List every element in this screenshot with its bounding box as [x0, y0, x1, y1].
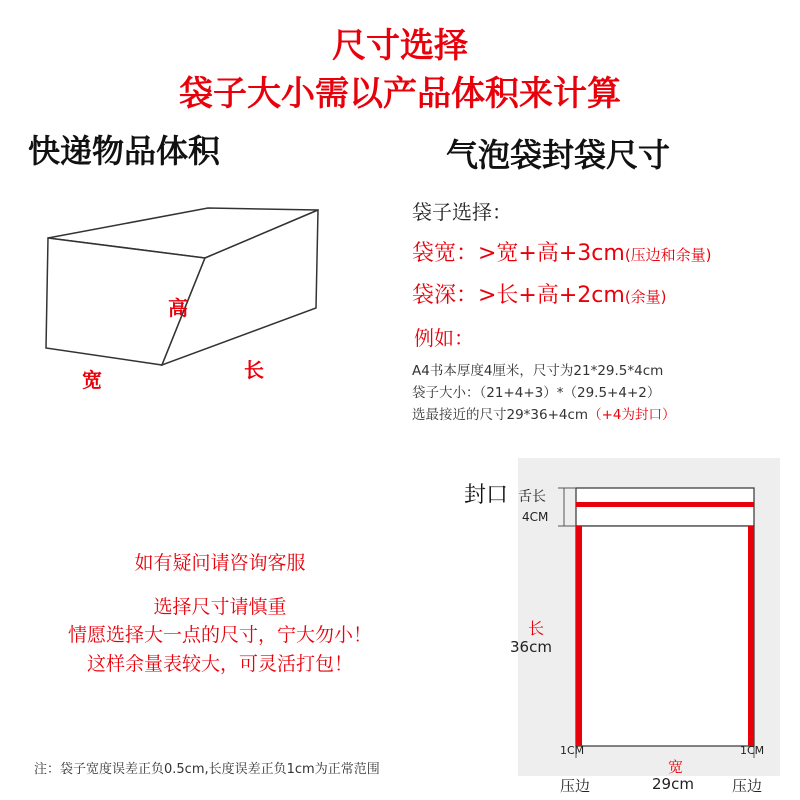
length-label: 长 — [528, 619, 545, 638]
notice-line-3: 情愿选择大一点的尺寸，宁大勿小！ — [67, 624, 372, 646]
width-value: 29cm — [652, 775, 694, 793]
notice-line-1: 如有疑问请咨询客服 — [134, 552, 306, 574]
rule-width — [412, 236, 712, 267]
footer-note: 注：袋子宽度误差正负0.5cm,长度误差正负1cm为正常范围 — [34, 762, 380, 777]
bag-select-label: 袋子选择： — [412, 200, 512, 224]
edge-label-left: 压边 — [560, 777, 591, 795]
example-line-1: A4书本厚度4厘米，尺寸为21*29.5*4cm — [412, 363, 664, 379]
rule-depth-main: 袋深：>长+高+2cm — [412, 283, 625, 308]
example-line-3 — [412, 403, 676, 423]
example-line-3-text: 选最接近的尺寸29*36+4cm — [412, 407, 589, 423]
notice-line-4: 这样余量表较大，可灵活打包！ — [86, 653, 353, 675]
rule-width-main: 袋宽：>宽+高+3cm — [412, 241, 625, 266]
rule-depth-note: (余量) — [624, 288, 667, 306]
seal-label: 封口 — [464, 483, 509, 508]
edge-size-left: 1CM — [560, 744, 585, 757]
example-highlight: （+4为封口） — [588, 407, 676, 423]
package-volume-heading: 快递物品体积 — [28, 132, 221, 170]
notice-line-2: 选择尺寸请慎重 — [153, 596, 287, 618]
rule-depth — [412, 278, 667, 309]
box-width-label: 宽 — [82, 368, 102, 392]
length-value: 36cm — [510, 638, 552, 656]
flap-label: 舌长 — [518, 489, 546, 505]
rule-width-note: (压边和余量) — [624, 246, 712, 264]
box-illustration — [40, 200, 330, 380]
bag-size-heading: 气泡袋封袋尺寸 — [446, 136, 671, 174]
box-length-label: 长 — [244, 358, 264, 382]
edge-label-right: 压边 — [732, 777, 763, 795]
example-line-2: 袋子大小：（21+4+3）*（29.5+4+2） — [412, 385, 661, 401]
page-subtitle: 袋子大小需以产品体积来计算 — [179, 74, 621, 114]
page-title: 尺寸选择 — [332, 26, 468, 66]
width-label: 宽 — [668, 758, 684, 776]
edge-size-right: 1CM — [740, 744, 765, 757]
flap-size: 4CM — [522, 510, 549, 524]
box-height-label: 高 — [168, 296, 188, 320]
example-label: 例如： — [414, 326, 474, 350]
bag-diagram — [518, 458, 780, 776]
